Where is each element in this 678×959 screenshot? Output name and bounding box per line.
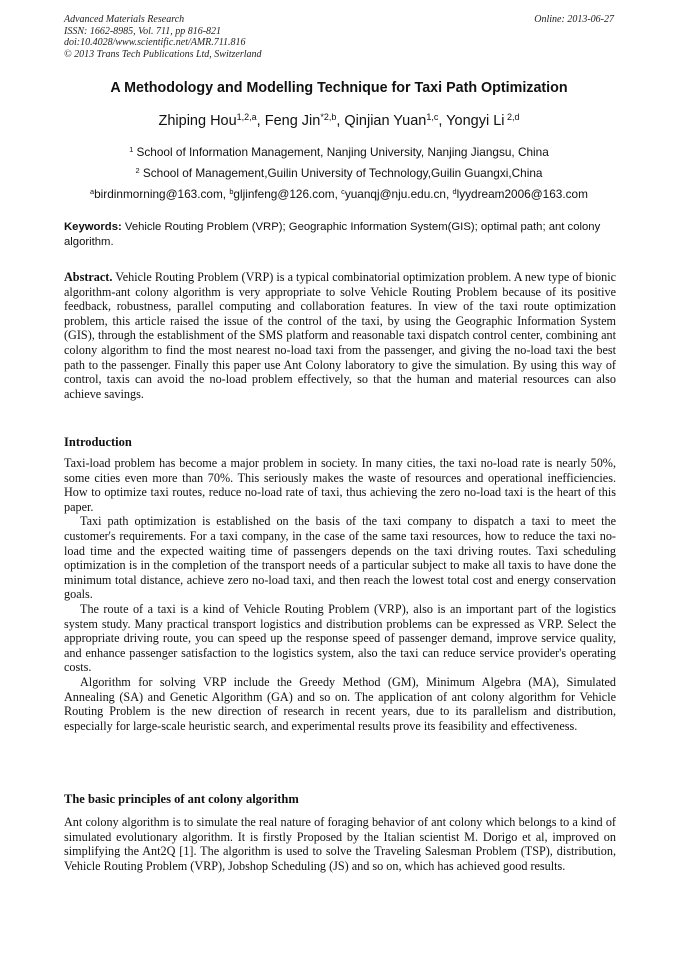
affiliation-text: School of Information Management, Nanjing University, Nanjing Jiangsu, China bbox=[133, 145, 549, 159]
keywords-label: Keywords: bbox=[64, 221, 122, 233]
author-name: Yongyi Li bbox=[446, 113, 505, 129]
affiliation-mark: 2 bbox=[135, 165, 140, 175]
author-affil-mark: 2,d bbox=[504, 112, 520, 123]
paragraph: Ant colony algorithm is to simulate the real nature of foraging behavior of ant colony which belongs to a kind of simulated evolutionary algorithm. It is firstly Proposed by the Italian scientist M. Dorigo et al, improved on simplifying the Ant2Q [1]. The algorithm is used to solve the Traveling Salesman Problem (TSP), distribution, Vehicle Routing Problem (VRP), Jobshop Scheduling (JS) and so on, which has achieved good results. bbox=[64, 815, 616, 873]
copyright-line: © 2013 Trans Tech Publications Ltd, Switzerland bbox=[64, 48, 262, 60]
paragraph: The route of a taxi is a kind of Vehicle Routing Problem (VRP), also is an important part of the logistics system study. Many practical transport logistics and distribution problems can be expressed as VRP. Select the appropriate driving route, you can speed up the response speed of passenger demand, improve service quality, and enhance passenger satisfaction to the logistics system, also the taxi can reduce service provider's operating costs. bbox=[64, 601, 616, 675]
author-separator: , bbox=[256, 113, 265, 129]
keywords-text: Vehicle Routing Problem (VRP); Geographic Information System(GIS); optimal path; ant colony algorithm. bbox=[64, 221, 601, 249]
email-list bbox=[30, 187, 648, 201]
author-name: Feng Jin bbox=[264, 113, 321, 129]
abstract bbox=[64, 270, 616, 401]
affiliation-text: School of Management,Guilin University of Technology,Guilin Guangxi,China bbox=[139, 166, 543, 180]
email-address[interactable]: lyydream2006@163.com bbox=[456, 187, 588, 201]
author-name: Zhiping Hou bbox=[158, 113, 237, 129]
abstract-label: Abstract. bbox=[64, 270, 113, 284]
email-address[interactable]: birdinmorning@163.com, bbox=[94, 187, 230, 201]
doi-line[interactable]: doi:10.4028/www.scientific.net/AMR.711.816 bbox=[64, 37, 246, 49]
paragraph: Taxi-load problem has become a major problem in society. In many cities, the taxi no-load rate is nearly 50%, some cities even more than 70%. This seriously makes the waste of resources and operational inefficiencies. How to optimize taxi routes, reduce no-load rate of taxi, thus achieving the zero no-load taxi is the heart of this paper. bbox=[64, 456, 616, 514]
author-name: Qinjian Yuan bbox=[344, 113, 427, 129]
email-address[interactable]: yuanqj@nju.edu.cn, bbox=[344, 187, 453, 201]
email-mark: a bbox=[90, 186, 95, 196]
author-affil-mark: 1,c bbox=[426, 112, 439, 123]
introduction-section bbox=[64, 456, 616, 733]
affiliation-mark: 1 bbox=[129, 144, 134, 154]
email-mark: c bbox=[341, 186, 345, 196]
author-affil-mark: *2,b bbox=[320, 112, 337, 123]
paragraph: Algorithm for solving VRP include the Greedy Method (GM), Minimum Algebra (MA), Simulated Annealing (SA) and Genetic Algorithm (GA) and so on. The application of ant colony algorithm for Vehicle Routing Problem is the new direction of research in recent years, due to its parallelism and distribution, especially for large-scale heuristic search, and experimental results prove its feasibility and effectiveness. bbox=[64, 674, 616, 733]
section-heading-introduction: Introduction bbox=[64, 435, 132, 449]
ant-colony-section bbox=[64, 815, 616, 873]
journal-header bbox=[64, 14, 262, 60]
affiliation-2 bbox=[30, 166, 648, 180]
author-list bbox=[30, 113, 648, 129]
author-affil-mark: 1,2,a bbox=[236, 112, 257, 123]
email-address[interactable]: gljinfeng@126.com, bbox=[233, 187, 342, 201]
paragraph: Taxi path optimization is established on the basis of the taxi company to dispatch a taxi to meet the customer's requirements. For a taxi company, in the case of the same taxi resources, how to reduce the taxi no-load time and the expected waiting time of passengers depends on the taxi driving routes. Taxi scheduling optimization is in the completion of the transport needs of a particular subject to make all taxis to have done the minimum total distance, achieve zero no-load taxi, and then reach the lowest total cost and energy conservation goals. bbox=[64, 514, 616, 602]
keywords bbox=[64, 220, 616, 250]
email-mark: b bbox=[229, 186, 234, 196]
issn-line: ISSN: 1662-8985, Vol. 711, pp 816-821 bbox=[64, 25, 222, 37]
abstract-text: Vehicle Routing Problem (VRP) is a typical combinatorial optimization problem. A new type of bionic algorithm-ant colony algorithm is very appropriate to solve Vehicle Routing Problem because of its positive feedback, robustness, parallel computing and collaboration features. In view of the taxi route optimization problem, this article raised the issue of the control of the taxi, by using the Geographic Information System (GIS), through the establishment of the SMS platform and reasonable taxi dispatch control center, combining ant colony algorithm to find the most nearest no-load taxi from the passenger, and giving the no-load taxi the best path to the passenger. Finally this paper use Ant Colony laboratory to give the simulation. By using this way of control, taxis can avoid the no-load problem effectively, so that the human and material resources can also achieve savings. bbox=[64, 270, 616, 401]
journal-name: Advanced Materials Research bbox=[64, 14, 185, 25]
online-date: Online: 2013-06-27 bbox=[534, 14, 614, 25]
email-mark: d bbox=[452, 186, 457, 196]
paper-title: A Methodology and Modelling Technique for Taxi Path Optimization bbox=[110, 80, 568, 96]
section-heading-ant-colony: The basic principles of ant colony algorithm bbox=[64, 792, 299, 806]
author-separator: , bbox=[438, 113, 447, 129]
author-separator: , bbox=[336, 113, 345, 129]
affiliation-1 bbox=[30, 145, 648, 159]
